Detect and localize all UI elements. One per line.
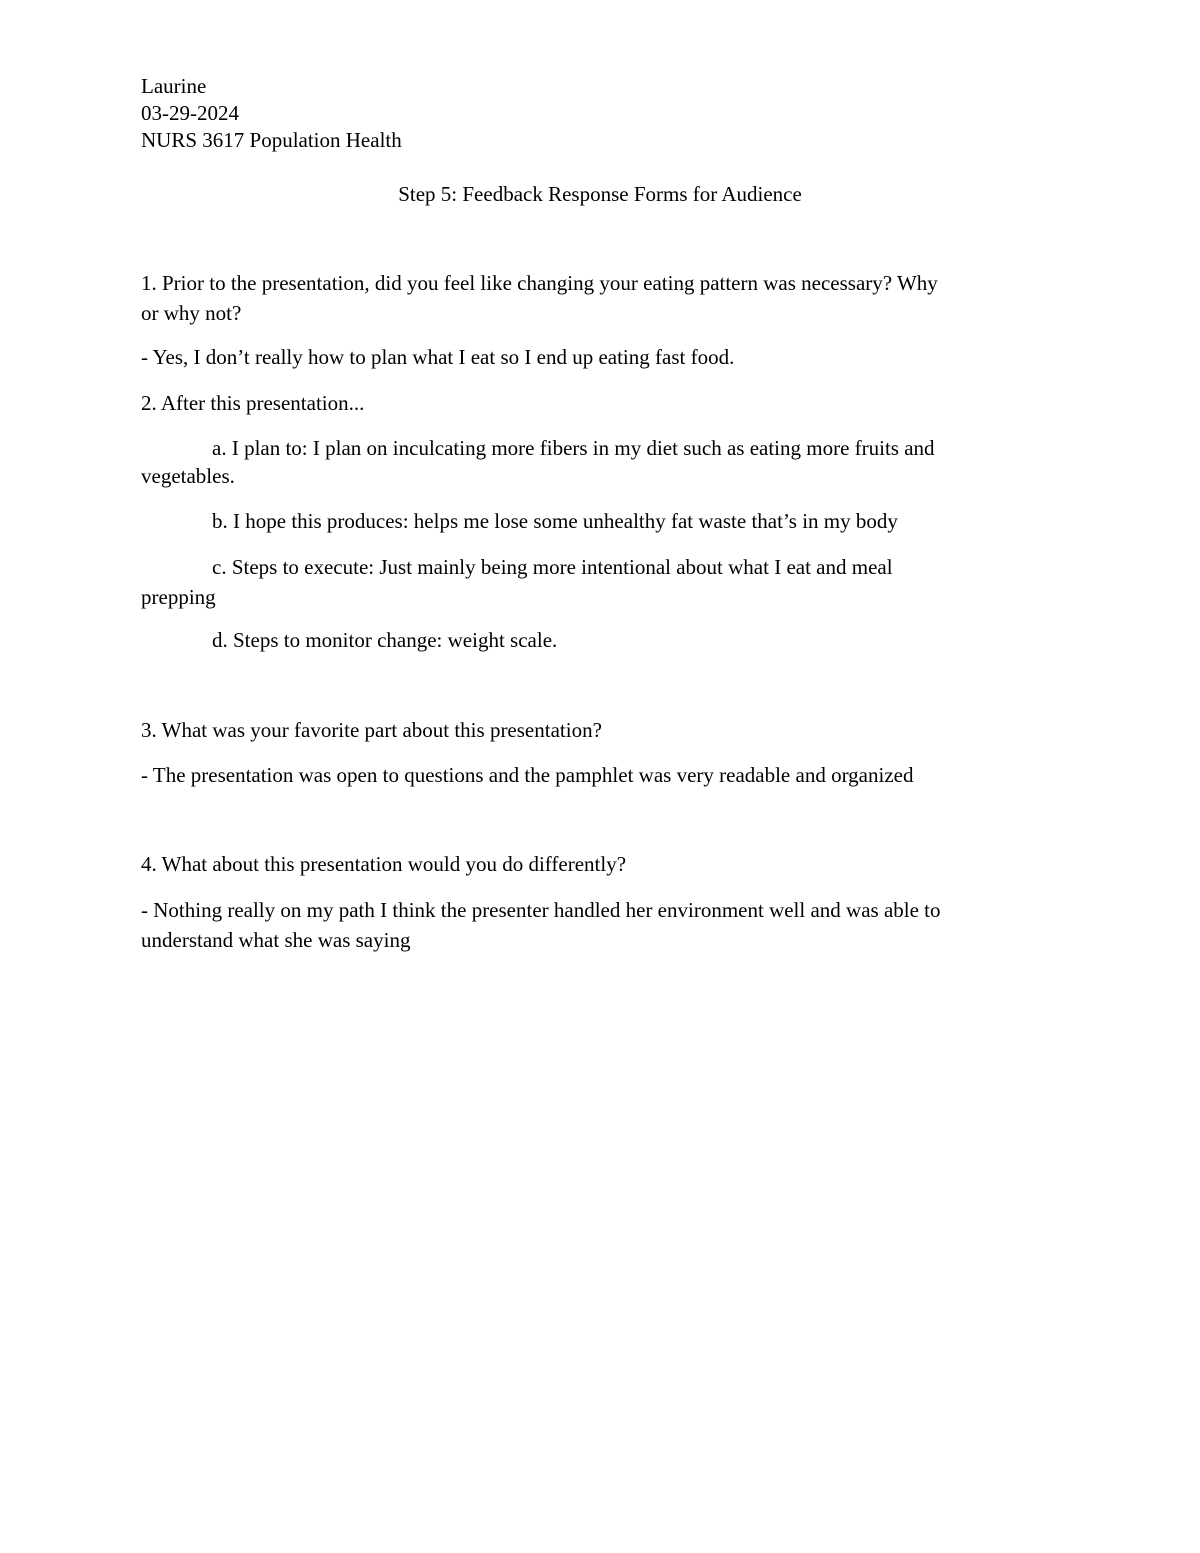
course-name: NURS 3617 Population Health [141,128,402,152]
question-1-line-1: 1. Prior to the presentation, did you feel like changing your eating pattern was necessary? Why [141,271,938,295]
question-4: 4. What about this presentation would you do differently? [141,852,627,876]
question-2-item-b: b. I hope this produces: helps me lose some unhealthy fat waste that’s in my body [212,509,898,533]
question-1-line-2: or why not? [141,301,242,325]
question-2-item-c-line-2: prepping [141,585,216,609]
question-2-item-a-line-2: vegetables. [141,464,235,488]
question-3: 3. What was your favorite part about this presentation? [141,718,602,742]
answer-4-line-1: - Nothing really on my path I think the presenter handled her environment well and was able to [141,898,941,922]
document-date: 03-29-2024 [141,101,239,125]
answer-3: - The presentation was open to questions and the pamphlet was very readable and organized [141,763,914,787]
answer-4-line-2: understand what she was saying [141,928,411,952]
document-title: Step 5: Feedback Response Forms for Audience [398,182,802,206]
question-2-item-a-line-1: a. I plan to: I plan on inculcating more fibers in my diet such as eating more fruits and [212,436,935,460]
answer-1: - Yes, I don’t really how to plan what I eat so I end up eating fast food. [141,345,735,369]
question-2: 2. After this presentation... [141,391,365,415]
question-2-item-c-line-1: c. Steps to execute: Just mainly being more intentional about what I eat and meal [212,555,893,579]
author-name: Laurine [141,74,207,98]
question-2-item-d: d. Steps to monitor change: weight scale. [212,628,558,652]
